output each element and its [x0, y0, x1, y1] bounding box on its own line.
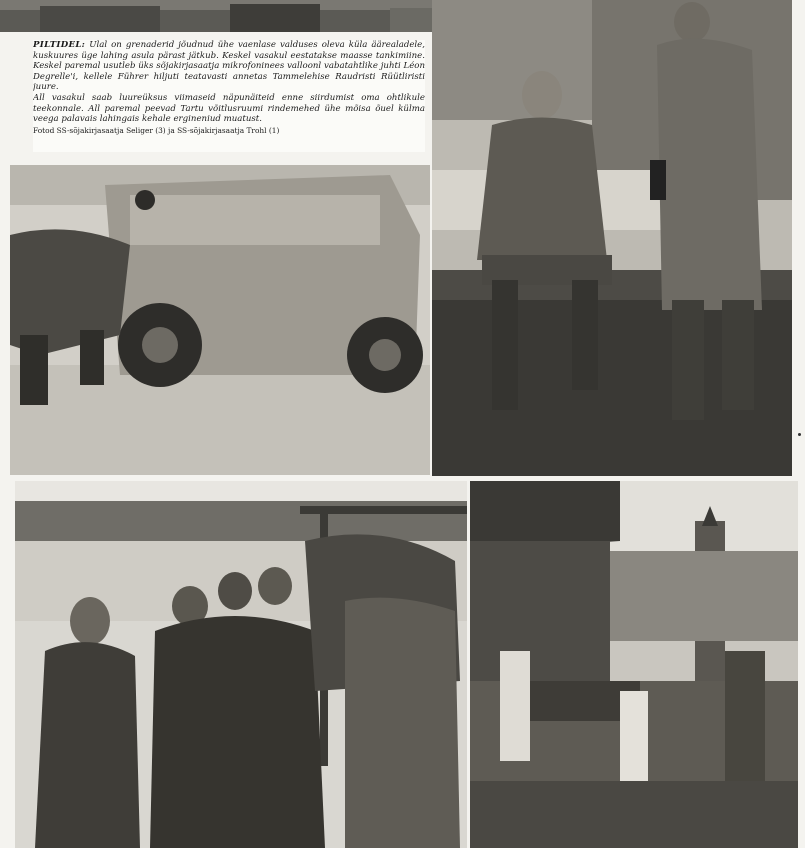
photo-credits: Fotod SS-sõjakirjasaatja Seliger (3) ja SS-sõjakirjasaatja Trohl (1) — [33, 125, 280, 135]
photo-caption — [33, 40, 425, 152]
photo-recon-team — [15, 481, 467, 848]
photo-interview — [432, 0, 792, 476]
caption-paragraph-2: All vasakul saab luureüksus viimaseid näpunäiteid enne siirdumist oma ohtlikule teekonnale. All paremal peevad Tartu võitlusruumi rindemehed ühe mõisa õuel külma veega palavais lahingais kehale ergineniud muatust. — [33, 92, 425, 125]
caption-lead: PILTIDEL: — [33, 40, 86, 50]
print-speck — [798, 433, 801, 436]
photo-manor-yard — [470, 481, 798, 848]
caption-text-1: Ülal on grenaderid jõudnud ühe vaenlase valduses oleva küla äärealadele, kuskuures üge lahing asula pärast jätkub. Keskel vasakul eestatakse maasse tankimiine. Keskel paremal usutleb üks sõjakirjasaatja mikrofoninees valloonl vabatahtlike juhti Léon Degrelle'i, kellele Führer hiljuti teatavasti annetas Tammelehise Raudristi Rüütliristi juure. — [33, 40, 425, 93]
caption-paragraph-1 — [33, 40, 425, 93]
photo-armored-car — [10, 165, 430, 475]
